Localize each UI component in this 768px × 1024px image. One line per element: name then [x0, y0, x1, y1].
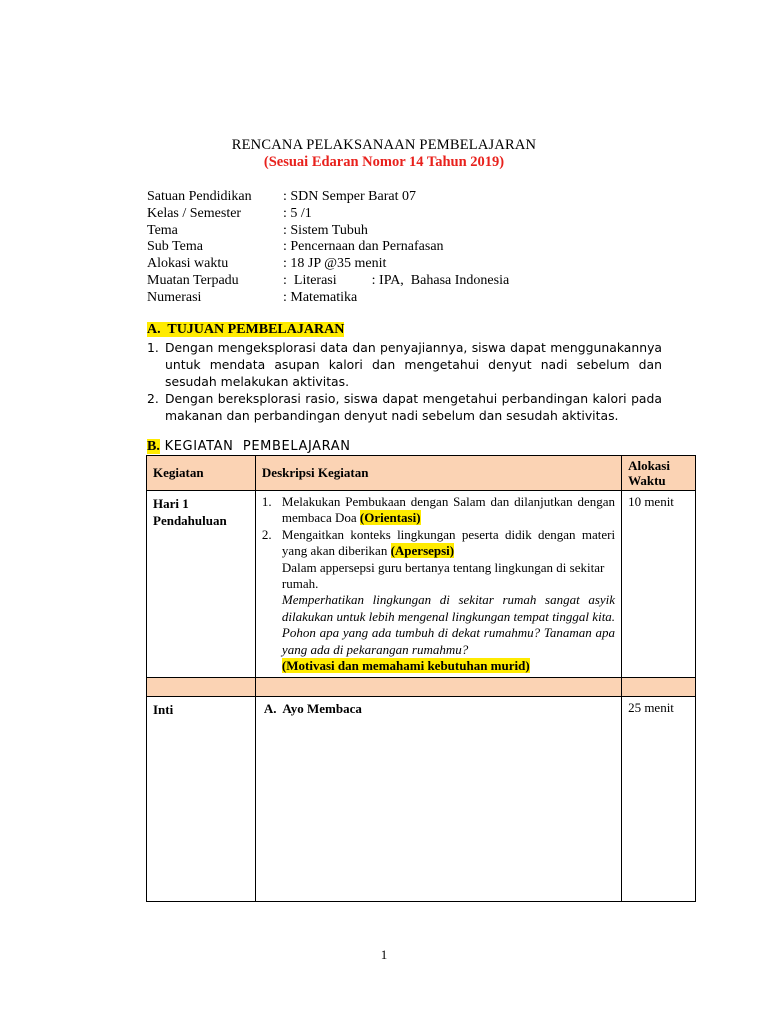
meta-row-subtema — [147, 239, 707, 256]
section-a-heading-text: A. TUJUAN PEMBELAJARAN — [147, 322, 345, 337]
meta-label: Kelas / Semester — [147, 205, 242, 221]
list-item — [147, 390, 662, 424]
apersepsi-questions: Memperhatikan lingkungan di sekitar rumah sangat asyik dilakukan untuk lebih mengenal lingkungan tempat tinggal kita. Pohon apa yang ada tumbuh di dekat rumahmu? Tanaman apa yang ada di pekarangan rumahmu? — [281, 592, 616, 657]
list-item — [262, 527, 615, 560]
meta-value: : Literasi : IPA, Bahasa Indonesia — [283, 272, 510, 288]
header-alokasi: Alokasi Waktu — [622, 456, 696, 491]
list-item — [147, 339, 662, 390]
header-deskripsi: Deskripsi Kegiatan — [255, 456, 621, 491]
document-subtitle: (Sesuai Edaran Nomor 14 Tahun 2019) — [263, 154, 505, 170]
meta-label: Muatan Terpadu — [147, 272, 239, 288]
step-text — [282, 527, 615, 560]
meta-label: Alokasi waktu — [147, 256, 229, 272]
meta-label: Sub Tema — [147, 239, 203, 255]
meta-row-tema — [147, 223, 707, 240]
meta-row-numerasi — [147, 290, 707, 307]
section-b-letter: B. — [147, 439, 160, 454]
table-row — [147, 697, 696, 902]
meta-value: : Sistem Tubuh — [283, 222, 368, 238]
list-item-text: Dengan mengeksplorasi data dan penyajiannya, siswa dapat menggunakannya untuk mendata asupan kalori dan mengetahui denyut nadi sebelum dan sesudah melakukan aktivitas. — [165, 340, 662, 389]
identity-block — [147, 189, 707, 307]
step-tag: (Orientasi) — [359, 510, 421, 526]
meta-value: : 18 JP @35 menit — [283, 256, 387, 272]
document-title: RENCANA PELAKSANAAN PEMBELAJARAN — [231, 137, 537, 153]
step-tag: (Apersepsi) — [390, 543, 455, 559]
meta-label: Tema — [147, 222, 178, 238]
meta-row-kelas — [147, 206, 707, 223]
table-row — [147, 491, 696, 678]
table-spacer-row — [147, 678, 696, 697]
meta-row-muatan — [147, 273, 707, 290]
section-b-heading-text: KEGIATAN PEMBELAJARAN — [159, 439, 351, 454]
kegiatan-day: Hari 1 — [153, 496, 189, 511]
meta-value: : 5 /1 — [283, 205, 312, 221]
cell-alokasi: 25 menit — [622, 697, 696, 902]
meta-value: : Matematika — [283, 289, 358, 305]
section-b-heading — [147, 439, 351, 455]
list-item-number: 1. — [147, 340, 159, 355]
activities-table — [146, 455, 696, 902]
meta-label: Numerasi — [147, 289, 202, 305]
list-item-number: 2. — [147, 391, 159, 406]
step-text-body: Mengaitkan konteks lingkungan peserta didik dengan materi yang akan diberikan — [281, 526, 616, 559]
meta-row-satuan — [147, 189, 707, 206]
table-header-row — [147, 456, 696, 491]
meta-row-alokasi — [147, 256, 707, 273]
section-a-heading — [147, 322, 344, 338]
cell-kegiatan: Inti — [147, 697, 256, 902]
page-number: 1 — [380, 947, 388, 962]
header-kegiatan: Kegiatan — [147, 456, 256, 491]
cell-alokasi: 10 menit — [622, 491, 696, 678]
apersepsi-note: Dalam appersepsi guru bertanya tentang lingkungan di sekitar rumah. — [281, 559, 605, 592]
cell-deskripsi: A. Ayo Membaca — [255, 697, 621, 902]
meta-value: : SDN Semper Barat 07 — [283, 189, 416, 204]
meta-label: Satuan Pendidikan — [147, 189, 252, 204]
meta-value: : Pencernaan dan Pernafasan — [283, 239, 444, 255]
list-item — [262, 494, 615, 527]
step-number: 1. — [261, 494, 272, 509]
kegiatan-phase: Pendahuluan — [153, 513, 227, 528]
step-number: 2. — [261, 526, 272, 542]
objectives-list — [147, 339, 662, 424]
cell-deskripsi — [255, 491, 621, 678]
step-text — [282, 494, 615, 527]
cell-kegiatan — [147, 491, 256, 678]
step-text-body: Melakukan Pembukaan dengan Salam dan dilanjutkan dengan membaca Doa — [281, 494, 616, 526]
motivasi-tag: (Motivasi dan memahami kebutuhan murid) — [281, 658, 530, 674]
list-item-text: Dengan bereksplorasi rasio, siswa dapat mengetahui perbandingan kalori pada makanan dan perbandingan denyut nadi sebelum dan sesudah aktivitas. — [165, 391, 662, 423]
